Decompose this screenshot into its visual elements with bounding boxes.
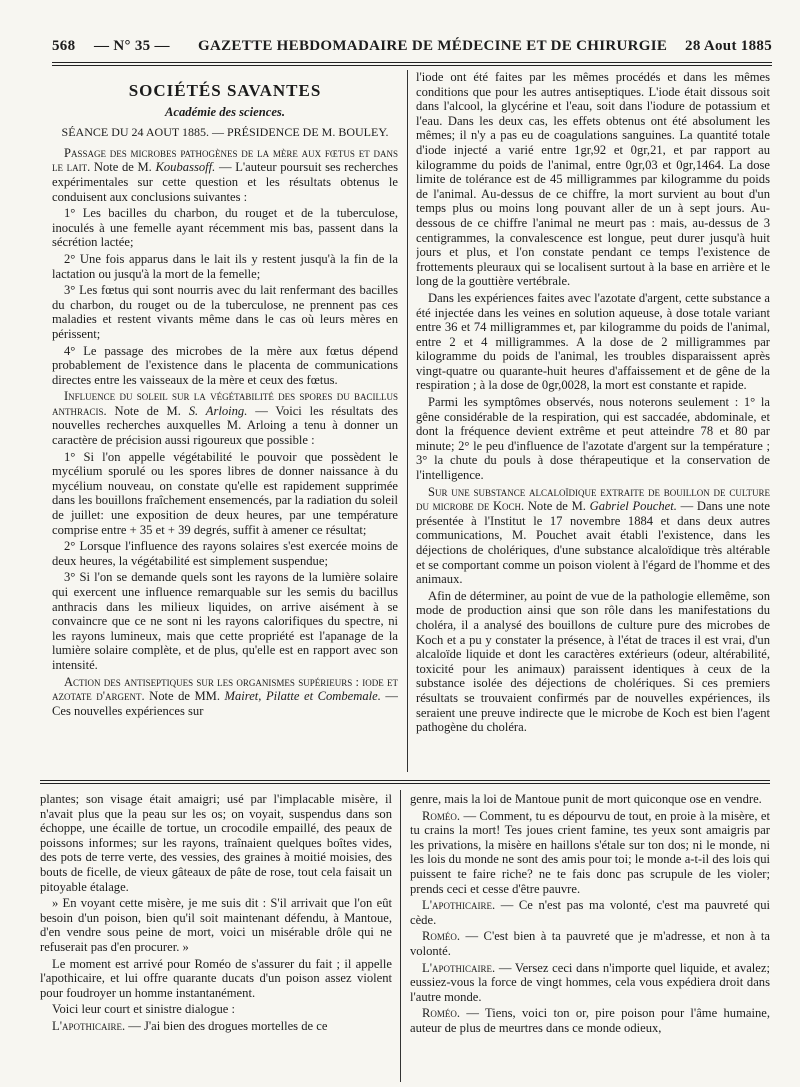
paragraph: Le moment est arrivé pour Roméo de s'assurer du fait ; il appelle l'apothicaire, et lui offre quarante ducats d'un poison assez violent pour foudroyer un homme instantanément.	[40, 956, 392, 1000]
speaker: Roméo.	[422, 808, 461, 823]
article-arloing: Influence du soleil sur la végétabilité des spores du bacillus anthracis. Note de M. S. Arloing. — Voici les résultats des nouvelles recherches auxquelles M. Arloing a tenu à donner un caractère de précision aussi rigoureux que possible :	[52, 389, 398, 448]
issue-date: 28 Aout 1885	[685, 38, 772, 54]
paragraph: l'iode ont été faites par les mêmes procédés et dans les mêmes conditions que pour les autres antiseptiques. L'iode était dissous soit dans l'alcool, la glycérine et l'eau, soit dans l'iodure de potassium et l'eau. Dans les deux cas, les effets obtenus ont été absolument les mêmes; il n'y a pas eu de coagulations sanguines. La quantité totale d'iode injecté a varié entre 1gr,92 et 0gr,21, et par rapport au kilogramme du poids de l'animal, entre 0gr,03 et 0gr,1464. La dose limite de tolérance est de 45 milligrammes par kilogramme du poids de l'animal. Au-dessus de ce chiffre, la mort survient au bout d'un temps plus ou moins long pouvant aller de un à sept jours. Au-dessous de ce chiffre l'animal ne meurt pas : mais, au-dessus de 3 centigrammes, la convalescence est longue, peut durer jusqu'à huit jours et plus, et l'on constate pendant ce temps l'existence de frottements pleuraux qui se localisent surtout à la base en arrière et le long de la gouttière vertébrale.	[416, 70, 770, 289]
list-item: 2° Une fois apparus dans le lait ils y restent jusqu'à la fin de la lactation ou jusqu'à la mort de la femelle;	[52, 251, 398, 281]
header-rule-2	[52, 65, 772, 66]
author: Gabriel Pouchet.	[589, 499, 677, 514]
dialogue-line: L'apothicaire. — Versez ceci dans n'importe quel liquide, et avalez; eussiez-vous la force de vingt hommes, cela vous expédiera droit dans l'autre monde.	[410, 960, 770, 1004]
dialogue-line: L'apothicaire. — Ce n'est pas ma volonté, c'est ma pauvreté qui cède.	[410, 898, 770, 927]
article-heading: Passage des microbes pathogènes de la mère aux fœtus et dans le lait.	[52, 145, 398, 175]
author: S. Arloing.	[188, 403, 248, 418]
article-pouchet: Sur une substance alcaloïdique extraite de bouillon de culture du microbe de Koch. Note de M. Gabriel Pouchet. — Dans une note présentée à l'Institut le 17 novembre 1884 et dans deux autres communications, M. Pouchet avait établi l'existence, dans les déjections de cholériques, d'une substance alcaloïdique très altérable et se comportant comme un poison violent à l'égard de l'homme et des animaux.	[416, 484, 770, 587]
list-item: 4° Le passage des microbes de la mère aux fœtus dépend probablement de l'existence dans le placenta de communications directes entre les vaisseaux de la mère et ceux des fœtus.	[52, 343, 398, 387]
paragraph: genre, mais la loi de Mantoue punit de mort quiconque ose en vendre.	[410, 792, 762, 806]
column-divider-bottom	[400, 790, 401, 1082]
list-item: 3° Si l'on se demande quels sont les rayons de la lumière solaire qui exercent une influence remarquable sur les semis du bacillus anthracis dans les milieux liquides, on arrive aisément à se convaincre que ce ne sont ni les rayons calorifiques du spectre, ni les rayons lumineux, mais que cette propriété est l'apanage de la lumière solaire complète, et de plus, qu'elle est en rapport avec son intensité.	[52, 570, 398, 672]
article-heading: Influence du soleil sur la végétabilité des spores du bacillus anthracis.	[52, 389, 398, 418]
left-column	[52, 70, 398, 770]
author: Mairet, Pilatte et Combemale.	[224, 689, 381, 704]
speaker: L'apothicaire.	[422, 960, 496, 975]
paragraph: » En voyant cette misère, je me suis dit : S'il arrivait que l'on eût besoin d'un poison, bien qu'il soit maintenant défendu, à Mantoue, d'en vendre sous peine de mort, voici un misérable drôle qui ne refuserait pas d'en procurer. »	[40, 896, 392, 954]
article-heading: Action des antiseptiques sur les organismes supérieurs : iode et azotate d'argent.	[52, 674, 398, 704]
article-heading: Sur une substance alcaloïdique extraite de bouillon de culture du microbe de Koch.	[416, 484, 770, 514]
page-header	[52, 38, 772, 58]
speaker: Roméo.	[422, 929, 461, 944]
issue-number: — N° 35 —	[94, 38, 170, 54]
header-rule	[52, 62, 772, 63]
bottom-right-column	[410, 792, 770, 1082]
paragraph: plantes; son visage était amaigri; usé par l'implacable misère, il n'avait plus que la peau sur les os; on voyait, suspendus dans son échoppe, une écaille de tortue, un crocodile empaillé, des peaux de poissons informes; sur les rayons, traînaient quelques boîtes vides, des pots de terre verte, des vessies, des graines à moitié moisies, des bouts de ficelle, de vieux gâteaux de pâte de rose, tout cela faisait un pitoyable étalage.	[40, 792, 392, 894]
right-column	[416, 70, 770, 770]
paragraph: Parmi les symptômes observés, nous noterons seulement : 1° la gêne considérable de la respiration, qui est saccadée, abdominale, et dont la fréquence devient extrême et peut atteindre 78 et 80 par minute; 2° le peu d'influence de l'azotate d'argent sur la température ; 3° la chute du pouls à dose thérapeutique et la conservation de l'intelligence.	[416, 395, 770, 483]
list-item: 1° Si l'on appelle végétabilité le pouvoir que possèdent le mycélium sporulé ou les spores libres de donner naissance à du mycélium nouveau, on constate qu'elle est rapidement supprimée dans les bouillons fraîchement ensemencés, par la radiation du soleil de juillet: une exposition de deux heures, par une température comprise entre + 35 et + 39 degrés, suffit à amener ce résultat;	[52, 449, 398, 537]
column-divider	[407, 70, 408, 772]
paragraph: Afin de déterminer, au point de vue de la pathologie ellemême, son mode de production ainsi que son rôle dans les manifestations du choléra, il a analysé des bouillons de culture pure des microbes de Koch et a pu y constater la présence, à l'état de traces il est vrai, d'un alcaloïde liquide et dont les caractères extérieurs (odeur, altérabilité, toxicité pour les animaux) paraissent identiques à ceux de la substance isolée des déjections de cholériques. Si ces premiers résultats se trouvaient confirmés par de nouvelles expériences, ils seraient une preuve indirecte que le microbe de Koch est bien l'agent pathogène du choléra.	[416, 588, 770, 735]
paragraph: Voici leur court et sinistre dialogue :	[52, 1002, 236, 1017]
dialogue-line: L'apothicaire. — J'ai bien des drogues mortelles de ce	[52, 1018, 328, 1033]
feuilleton-rule	[40, 780, 770, 781]
paragraph: Dans les expériences faites avec l'azotate d'argent, cette substance a été injectée dans les veines en solution aqueuse, à dose totale variant entre 36 et 74 milligrammes et, par kilogramme du poids de l'animal, entre 2 et 4 milligrammes. A la dose de 2 milligrammes par kilogramme du poids de l'animal, les troubles disparaissent après vingt-quatre ou quarante-huit heures d'affaissement et de gêne de la respiration ; à la dose de 0gr,0028, la mort est constante et rapide.	[416, 290, 770, 393]
seance-line: SÉANCE DU 24 AOUT 1885. — PRÉSIDENCE DE M. BOULEY.	[61, 125, 389, 140]
dialogue-line: Roméo. — C'est bien à ta pauvreté que je m'adresse, et non à ta volonté.	[410, 929, 770, 958]
dialogue-line: Roméo. — Tiens, voici ton or, pire poison pour l'âme humaine, auteur de plus de meurtres dans ce monde odieux,	[410, 1006, 770, 1035]
section-title: SOCIÉTÉS SAVANTES	[128, 81, 322, 100]
list-item: 1° Les bacilles du charbon, du rouget et de la tuberculose, inoculés à une femelle ayant récemment mis bas, passent dans la sécrétion lactée;	[52, 206, 398, 250]
feuilleton-rule-2	[40, 783, 770, 784]
subsection-title: Académie des sciences.	[165, 104, 285, 119]
speaker: Roméo.	[422, 1006, 461, 1021]
author: Koubassoff.	[155, 160, 216, 175]
speaker: L'apothicaire.	[422, 898, 496, 913]
list-item: 3° Les fœtus qui sont nourris avec du lait renfermant des bacilles du charbon, du rouget ou de la tuberculose, ne prennent pas ces maladies et restent vivants même dans le cas où leurs mères en périssent;	[52, 283, 398, 341]
dialogue-line: Roméo. — Comment, tu es dépourvu de tout, en proie à la misère, et tu crains la mort! Tes joues crient famine, tes yeux sont amaigris par les privations, la misère en haillons s'étale sur ton dos; ni le monde, ni les lois du monde ne sont des amis pour toi; le monde a-t-il des lois qui puissent te faire riche? ne te fais donc pas scrupule de les violer; prends ceci et cesse d'être pauvre.	[410, 808, 770, 896]
speaker: L'apothicaire.	[52, 1018, 126, 1033]
list-item: 2° Lorsque l'influence des rayons solaires s'est exercée moins de deux heures, la végétabilité est simplement suspendue;	[52, 539, 398, 568]
journal-title: GAZETTE HEBDOMADAIRE DE MÉDECINE ET DE CHIRURGIE	[198, 38, 668, 54]
article-koubassoff: Passage des microbes pathogènes de la mère aux fœtus et dans le lait. Note de M. Koubassoff. — L'auteur poursuit ses recherches expérimentales sur cette question et les résultats obtenus le conduisent aux conclusions suivantes :	[52, 145, 398, 204]
page-number: 568	[52, 38, 76, 54]
article-mairet: Action des antiseptiques sur les organismes supérieurs : iode et azotate d'argent. Note de MM. Mairet, Pilatte et Combemale. — Ces nouvelles expériences sur	[52, 674, 398, 718]
bottom-left-column	[40, 792, 392, 1082]
